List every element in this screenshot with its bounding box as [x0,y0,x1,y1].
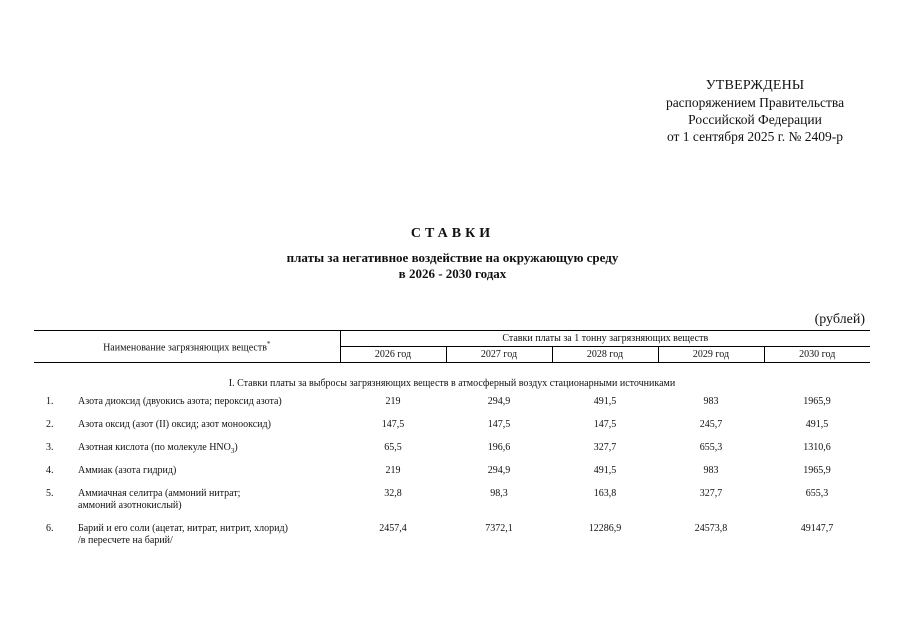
rates-group-header: Ставки платы за 1 тонну загрязняющих веществ [340,331,870,347]
rate-cell: 49147,7 [800,523,834,534]
rate-cell: 491,5 [805,419,829,430]
rate-cell: 983 [703,396,719,407]
row-number: 6. [46,523,54,534]
approved-line: распоряжением Правительства [665,95,845,110]
rate-cell: 655,3 [699,442,723,453]
substance-name-text: Азотная кислота (по молекуле HNO [78,442,231,453]
rate-cell: 65,5 [384,442,402,453]
substance-name: Азота диоксид (двуокись азота; пероксид азота) [78,396,282,407]
document-title: СТАВКИ [410,226,495,241]
rate-cell: 1310,6 [803,442,831,453]
row-number: 2. [46,419,54,430]
year-header: 2028 год [552,347,658,363]
table-row [34,485,870,520]
subtitle-line: в 2026 - 2030 годах [398,266,507,281]
approved-title: УТВЕРЖДЕНЫ [705,78,805,93]
substance-name-text: ) [234,442,238,453]
rate-cell: 98,3 [490,488,508,499]
rate-cell: 655,3 [805,488,829,499]
row-number: 3. [46,442,54,453]
rate-cell: 32,8 [384,488,402,499]
substance-name [76,485,340,520]
rate-cell: 219 [385,465,401,476]
rate-cell: 147,5 [381,419,405,430]
footnote-mark: * [266,339,271,348]
year-header: 2029 год [658,347,764,363]
substance-name-line: /в пересчете на барий/ [78,535,173,546]
substance-name [76,439,340,462]
document-subtitle [0,250,905,282]
table-row [34,393,870,416]
rate-cell: 147,5 [593,419,617,430]
table-row [34,439,870,462]
rate-cell: 12286,9 [588,523,622,534]
name-column-header [34,331,340,363]
units-label: (рублей) [814,312,865,327]
rate-cell: 24573,8 [694,523,728,534]
approved-line: от 1 сентября 2025 г. № 2409-р [666,129,844,144]
rate-cell: 219 [385,396,401,407]
substance-name-line: Аммиачная селитра (аммоний нитрат; [78,488,241,499]
row-number: 4. [46,465,54,476]
rate-cell: 327,7 [593,442,617,453]
table-row [34,520,870,555]
rate-cell: 294,9 [487,396,511,407]
row-number: 1. [46,396,54,407]
rate-cell: 245,7 [699,419,723,430]
rate-cell: 147,5 [487,419,511,430]
rate-cell: 163,8 [593,488,617,499]
rate-cell: 1965,9 [803,465,831,476]
year-header: 2027 год [446,347,552,363]
year-header: 2030 год [764,347,870,363]
substance-name: Аммиак (азота гидрид) [78,465,177,476]
year-header: 2026 год [340,347,446,363]
approved-line: Российской Федерации [688,112,822,127]
rate-cell: 491,5 [593,396,617,407]
table-row [34,462,870,485]
row-number: 5. [46,488,54,499]
table-row [34,416,870,439]
rate-cell: 196,6 [487,442,511,453]
rate-cell: 7372,1 [485,523,513,534]
rate-cell: 491,5 [593,465,617,476]
rate-cell: 294,9 [487,465,511,476]
name-header-text: Наименование загрязняющих веществ [103,342,267,354]
rate-cell: 1965,9 [803,396,831,407]
rate-cell: 327,7 [699,488,723,499]
substance-name-line: аммоний азотнокислый) [78,500,182,511]
subtitle-line: платы за негативное воздействие на окружающую среду [286,250,619,265]
rate-cell: 2457,4 [379,523,407,534]
subscript: 3 [230,447,235,455]
approval-block [600,78,905,145]
substance-name: Азота оксид (азот (II) оксид; азот монооксид) [78,419,271,430]
rates-table [34,330,870,555]
substance-name-line: Барий и его соли (ацетат, нитрат, нитрит, хлорид) [78,523,288,534]
rate-cell: 983 [703,465,719,476]
section-title: I. Ставки платы за выбросы загрязняющих веществ в атмосферный воздух стационарными источниками [228,378,676,389]
substance-name [76,520,340,555]
